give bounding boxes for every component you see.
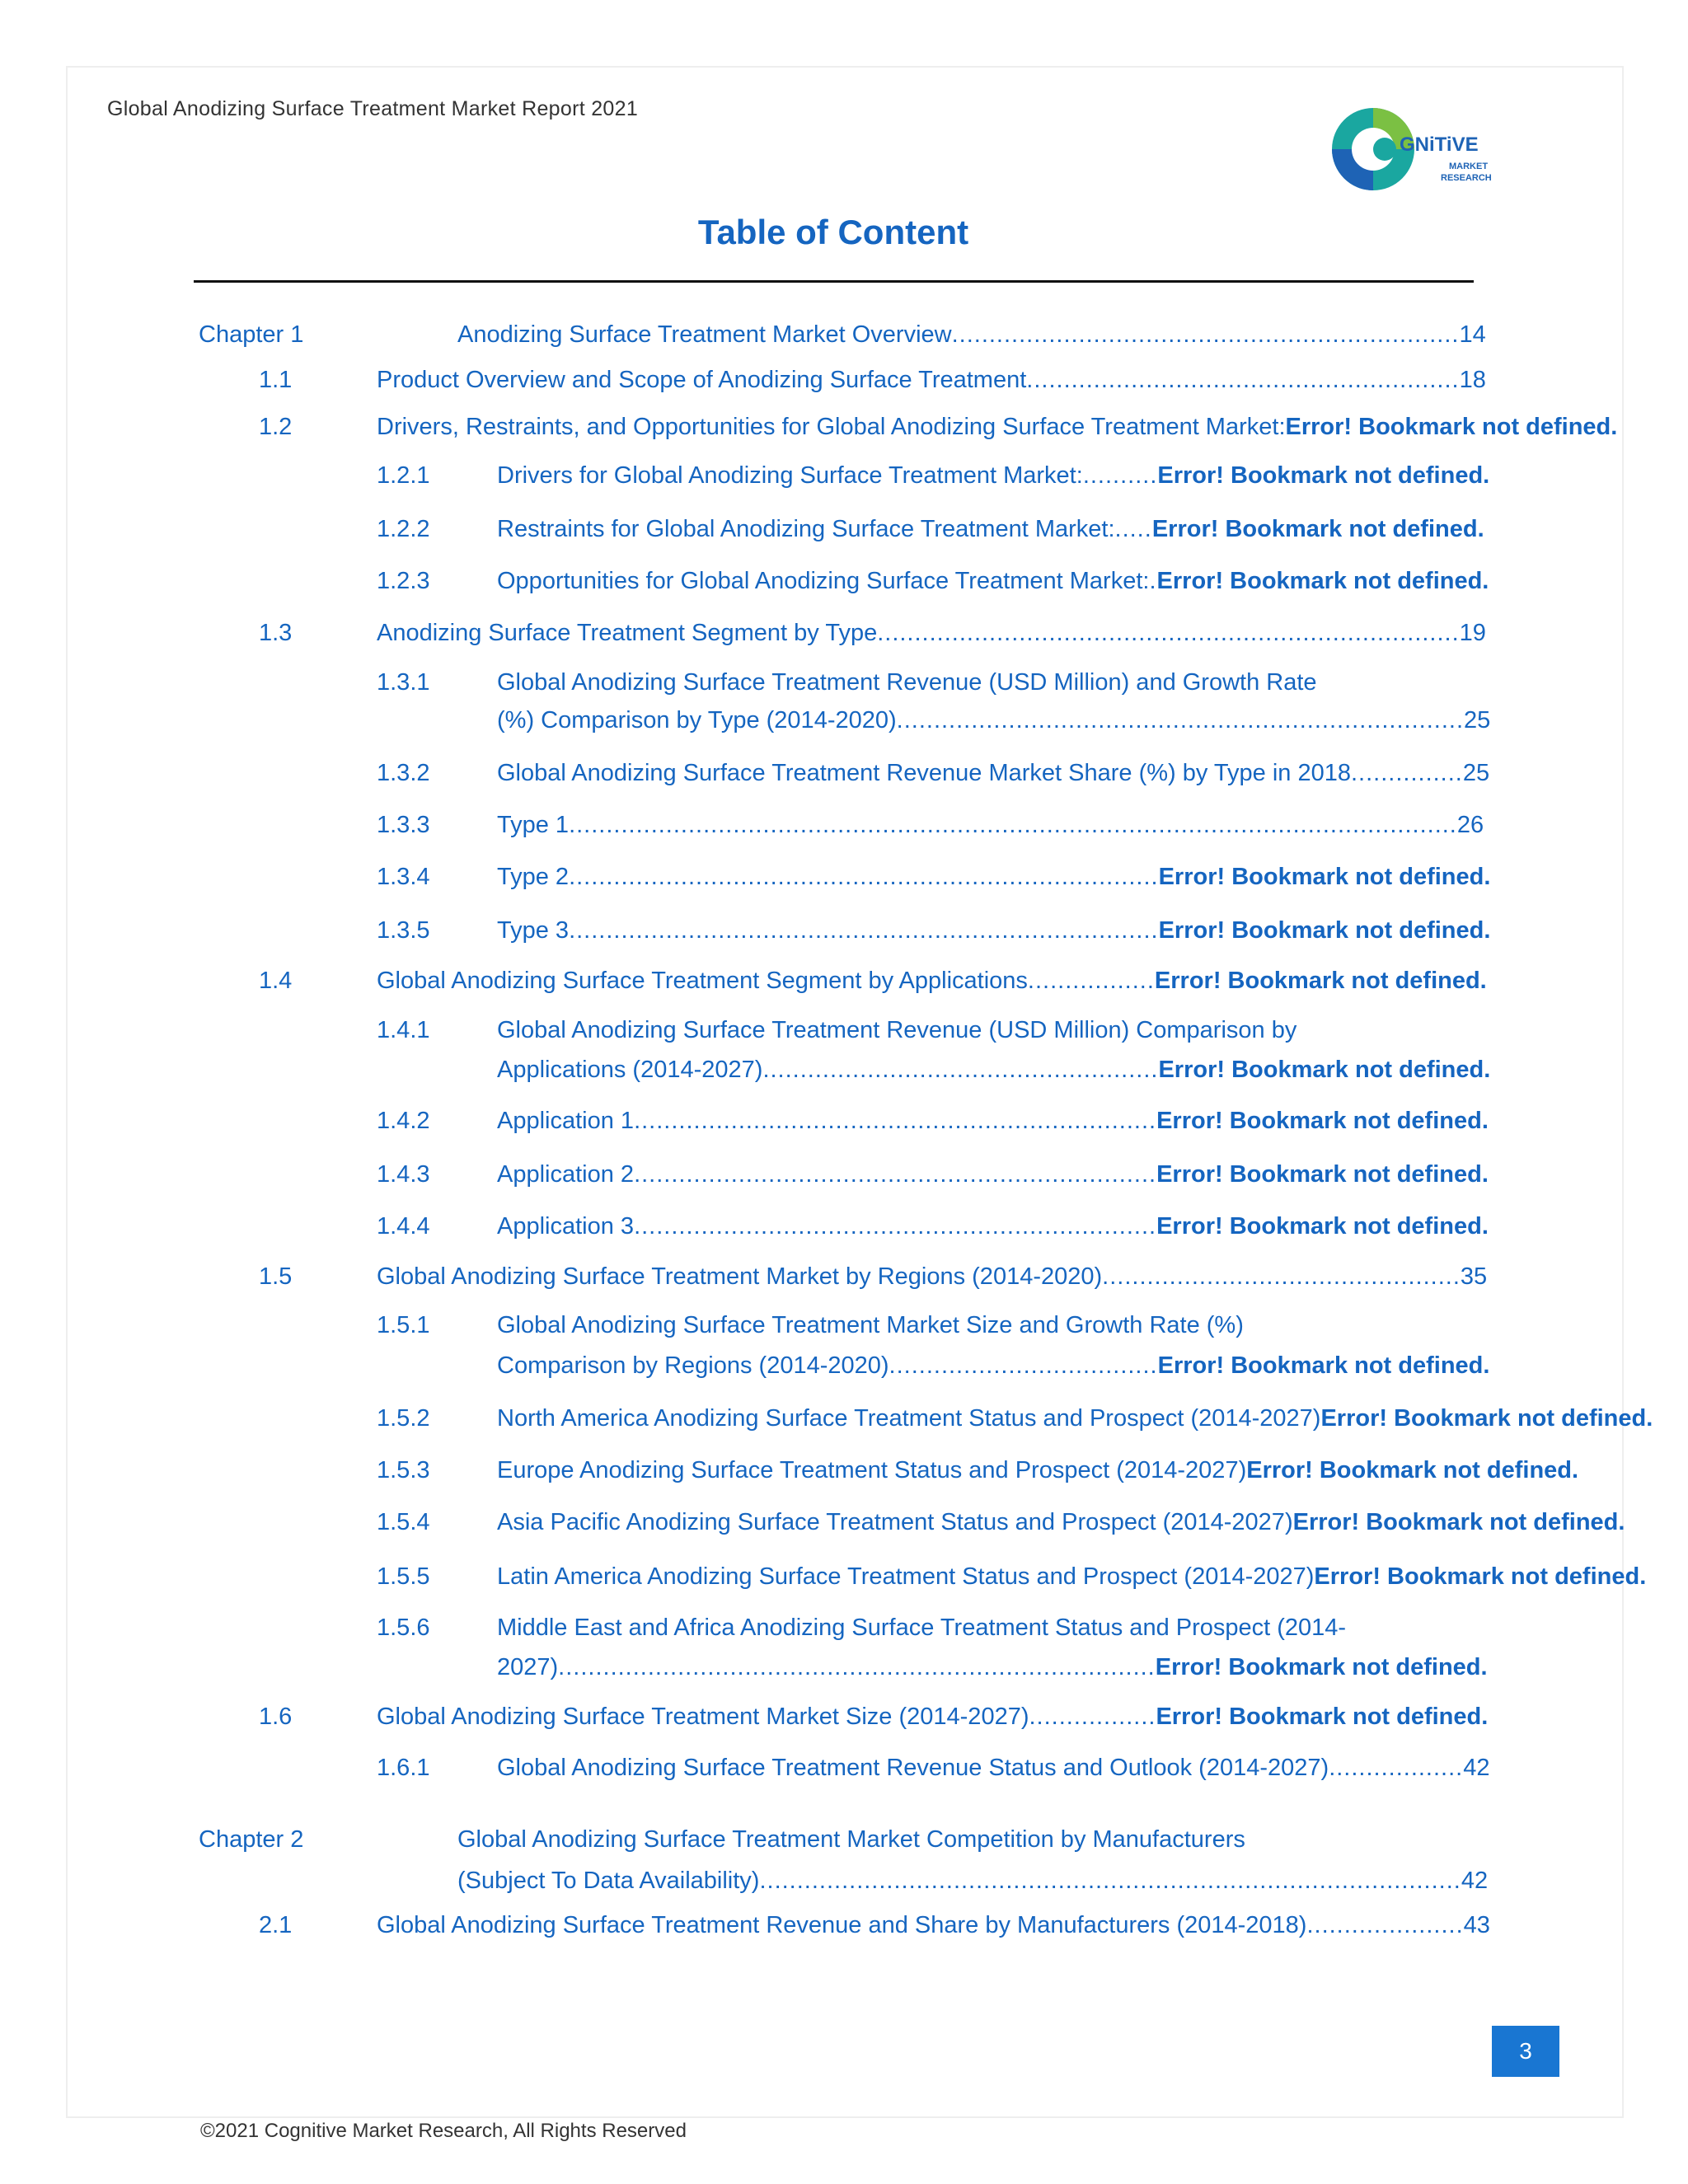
toc-entry-number: Chapter 2 <box>199 1826 304 1853</box>
toc-entry-title: Europe Anodizing Surface Treatment Status and Prospect (2014-2027) <box>497 1457 1247 1483</box>
toc-leader-dots: .................................... <box>889 1352 1158 1379</box>
toc-leader-dots: ............................................................................ <box>896 707 1464 733</box>
toc-leader-dots: ............... <box>1351 760 1463 786</box>
toc-entry-number: 1.3.2 <box>377 760 430 786</box>
toc-entry-number: 1.3.3 <box>377 812 430 838</box>
toc-entry-number: 1.2.1 <box>377 462 430 489</box>
copyright-footer: ©2021 Cognitive Market Research, All Rights Reserved <box>200 2120 687 2142</box>
toc-entry[interactable] <box>497 863 1490 891</box>
toc-entry-title: Asia Pacific Anodizing Surface Treatment Status and Prospect (2014-2027) <box>497 1509 1293 1535</box>
logo-sub-text-1: MARKET <box>1449 162 1489 171</box>
toc-entry-number: 1.5 <box>259 1263 293 1290</box>
toc-entry-title: Anodizing Surface Treatment Segment by Type <box>377 620 878 646</box>
toc-leader-dots: ..... <box>1114 516 1152 542</box>
toc-entry-number: 1.3.1 <box>377 669 430 696</box>
toc-entry-number: 2.1 <box>259 1912 293 1938</box>
toc-entry[interactable] <box>377 366 1486 394</box>
toc-leader-dots: ....................................................................................................................... <box>569 812 1457 838</box>
toc-entry-number: 1.4.2 <box>377 1108 430 1134</box>
toc-entry-title: Type 1 <box>497 812 570 838</box>
toc-entry-title: Application 1 <box>497 1108 635 1134</box>
toc-bookmark-error: Error! Bookmark not defined. <box>1320 1405 1653 1432</box>
toc-bookmark-error: Error! Bookmark not defined. <box>1156 568 1489 594</box>
toc-entry-number: 1.3 <box>259 620 293 646</box>
toc-entry-title: Type 3 <box>497 917 570 944</box>
toc-entry[interactable] <box>497 916 1490 944</box>
toc-entry-number: 1.6 <box>259 1704 293 1730</box>
toc-entry[interactable] <box>497 811 1484 839</box>
toc-entry-title: Global Anodizing Surface Treatment Market Size and Growth Rate (%) <box>497 1312 1244 1338</box>
toc-leader-dots: ................................................ <box>1102 1263 1461 1290</box>
toc-entry-number: 1.2.2 <box>377 516 430 542</box>
toc-bookmark-error: Error! Bookmark not defined. <box>1156 1213 1489 1240</box>
toc-bookmark-error: Error! Bookmark not defined. <box>1314 1563 1647 1590</box>
toc-page-number: 42 <box>1461 1868 1489 1894</box>
toc-entry-number: 1.4.4 <box>377 1213 430 1240</box>
toc-entry-number: 1.6.1 <box>377 1755 430 1781</box>
toc-entry-title: Comparison by Regions (2014-2020) <box>497 1352 889 1379</box>
toc-entry-title: 2027) <box>497 1654 559 1680</box>
toc-bookmark-error: Error! Bookmark not defined. <box>1156 1108 1489 1134</box>
toc-entry-title: Global Anodizing Surface Treatment Market Competition by Manufacturers <box>457 1826 1245 1853</box>
toc-entry[interactable] <box>497 1563 1646 1591</box>
toc-page-number: 14 <box>1459 321 1486 348</box>
toc-entry-title: Applications (2014-2027) <box>497 1057 763 1083</box>
toc-bookmark-error: Error! Bookmark not defined. <box>1156 1704 1489 1730</box>
toc-entry-number: Chapter 1 <box>199 321 304 348</box>
toc-entry-title: Global Anodizing Surface Treatment Revenue Status and Outlook (2014-2027) <box>497 1755 1329 1781</box>
toc-page-number: 25 <box>1462 760 1490 786</box>
toc-leader-dots: ...................................................................... <box>634 1161 1157 1188</box>
toc-leader-dots: . <box>1149 568 1157 594</box>
toc-bookmark-error: Error! Bookmark not defined. <box>1158 1057 1491 1083</box>
toc-leader-dots: ............................................................................... <box>569 917 1159 944</box>
toc-entry-number: 1.5.6 <box>377 1615 430 1641</box>
toc-entry-title: Middle East and Africa Anodizing Surface Treatment Status and Prospect (2014- <box>497 1615 1347 1641</box>
toc-bookmark-error: Error! Bookmark not defined. <box>1155 1654 1488 1680</box>
toc-entry[interactable] <box>457 321 1486 349</box>
toc-page-number: 43 <box>1463 1912 1490 1938</box>
toc-entry[interactable] <box>497 1754 1489 1782</box>
logo-sub-text-2: RESEARCH <box>1441 173 1492 183</box>
toc-entry[interactable] <box>497 759 1489 787</box>
toc-entry-title: North America Anodizing Surface Treatment Status and Prospect (2014-2027) <box>497 1405 1321 1432</box>
toc-entry-title: Restraints for Global Anodizing Surface Treatment Market: <box>497 516 1115 542</box>
toc-page-number: 42 <box>1463 1755 1490 1781</box>
toc-entry[interactable] <box>497 1212 1489 1240</box>
toc-bookmark-error: Error! Bookmark not defined. <box>1157 1352 1490 1379</box>
toc-leader-dots: .......... <box>1082 462 1158 489</box>
toc-bookmark-error: Error! Bookmark not defined. <box>1158 917 1491 944</box>
logo-main-text: GNiTiVE <box>1400 134 1479 156</box>
toc-entry-number: 1.1 <box>259 367 293 393</box>
toc-entry-number: 1.4 <box>259 968 293 994</box>
toc-entry-number: 1.5.1 <box>377 1312 430 1338</box>
toc-leader-dots: ...................................................................... <box>634 1213 1157 1240</box>
toc-entry[interactable] <box>497 1404 1653 1432</box>
toc-page-number: 35 <box>1460 1263 1488 1290</box>
toc-title: Table of Content <box>697 213 969 251</box>
toc-entry-title: Global Anodizing Surface Treatment Market by Regions (2014-2020) <box>377 1263 1103 1290</box>
toc-entry-title: Latin America Anodizing Surface Treatment Status and Prospect (2014-2027) <box>497 1563 1315 1590</box>
toc-entry[interactable] <box>377 1263 1487 1291</box>
toc-entry-title: Anodizing Surface Treatment Market Overview <box>457 321 952 348</box>
toc-entry-title: Global Anodizing Surface Treatment Revenue (USD Million) Comparison by <box>497 1017 1297 1043</box>
toc-leader-dots: .............................................................................. <box>877 620 1460 646</box>
toc-entry-title: Global Anodizing Surface Treatment Market Size (2014-2027) <box>377 1704 1029 1730</box>
toc-bookmark-error: Error! Bookmark not defined. <box>1285 414 1618 440</box>
toc-entry[interactable] <box>497 1160 1489 1188</box>
toc-leader-dots: .......................................................... <box>1026 367 1460 393</box>
toc-leader-dots: .................................................................... <box>951 321 1460 348</box>
toc-bookmark-error: Error! Bookmark not defined. <box>1151 516 1484 542</box>
toc-bookmark-error: Error! Bookmark not defined. <box>1246 1457 1579 1483</box>
toc-entry[interactable] <box>497 1016 1296 1044</box>
toc-entry[interactable] <box>497 1653 1488 1681</box>
toc-entry[interactable] <box>497 1056 1490 1084</box>
toc-entry-title: Opportunities for Global Anodizing Surface Treatment Market: <box>497 568 1150 594</box>
toc-entry[interactable] <box>497 515 1484 543</box>
toc-leader-dots: ................. <box>1027 968 1155 994</box>
toc-bookmark-error: Error! Bookmark not defined. <box>1154 968 1487 994</box>
report-header: Global Anodizing Surface Treatment Market Report 2021 <box>107 97 639 120</box>
toc-bookmark-error: Error! Bookmark not defined. <box>1158 864 1491 890</box>
toc-entry[interactable] <box>377 967 1487 995</box>
toc-entry-number: 1.3.5 <box>377 917 430 944</box>
toc-entry-number: 1.5.4 <box>377 1509 430 1535</box>
toc-bookmark-error: Error! Bookmark not defined. <box>1156 1161 1489 1188</box>
toc-entry-number: 1.3.4 <box>377 864 430 890</box>
toc-entry[interactable] <box>497 462 1489 490</box>
toc-entry-title: Global Anodizing Surface Treatment Revenue and Share by Manufacturers (2014-2018) <box>377 1912 1307 1938</box>
toc-entry[interactable] <box>457 1867 1488 1895</box>
toc-entry-number: 1.4.1 <box>377 1017 430 1043</box>
toc-entry-title: Drivers for Global Anodizing Surface Treatment Market: <box>497 462 1083 489</box>
toc-leader-dots: ................. <box>1029 1704 1156 1730</box>
toc-entry-title: Application 3 <box>497 1213 635 1240</box>
toc-entry-title: Global Anodizing Surface Treatment Revenue (USD Million) and Growth Rate <box>497 669 1317 696</box>
toc-entry-title: Drivers, Restraints, and Opportunities for Global Anodizing Surface Treatment Market: <box>377 414 1286 440</box>
toc-entry-title: Type 2 <box>497 864 570 890</box>
toc-entry-number: 1.5.3 <box>377 1457 430 1483</box>
toc-entry[interactable] <box>497 1352 1489 1380</box>
toc-entry-title: Application 2 <box>497 1161 635 1188</box>
toc-page-number: 18 <box>1459 367 1486 393</box>
toc-page-number: 26 <box>1456 812 1484 838</box>
toc-entry-number: 1.5.2 <box>377 1405 430 1432</box>
title-divider <box>194 280 1474 283</box>
company-logo <box>1327 103 1492 195</box>
toc-leader-dots: .............................................................................................. <box>759 1868 1461 1894</box>
toc-entry[interactable] <box>377 1911 1490 1939</box>
toc-entry-number: 1.2.3 <box>377 568 430 594</box>
toc-leader-dots: ...................................................................... <box>634 1108 1157 1134</box>
toc-page-number: 25 <box>1464 707 1491 733</box>
toc-entry-title: Global Anodizing Surface Treatment Segment by Applications <box>377 968 1028 994</box>
toc-entry-number: 1.2 <box>259 414 293 440</box>
toc-entry-title: Global Anodizing Surface Treatment Revenue Market Share (%) by Type in 2018 <box>497 760 1351 786</box>
toc-leader-dots: .................. <box>1329 1755 1464 1781</box>
toc-entry-title: Product Overview and Scope of Anodizing Surface Treatment <box>377 367 1027 393</box>
toc-entry[interactable] <box>497 1311 1244 1339</box>
toc-entry[interactable] <box>497 1456 1578 1484</box>
toc-page-number: 19 <box>1459 620 1486 646</box>
toc-bookmark-error: Error! Bookmark not defined. <box>1157 462 1490 489</box>
toc-entry[interactable] <box>377 413 1617 441</box>
toc-entry-title: (Subject To Data Availability) <box>457 1868 760 1894</box>
toc-entry[interactable] <box>457 1825 1245 1854</box>
toc-leader-dots: ................................................................................ <box>558 1654 1156 1680</box>
toc-entry-number: 1.4.3 <box>377 1161 430 1188</box>
toc-leader-dots: ..................................................... <box>762 1057 1159 1083</box>
toc-leader-dots: ............................................................................... <box>569 864 1159 890</box>
toc-leader-dots: ..................... <box>1306 1912 1464 1938</box>
page-number-badge: 3 <box>1492 2026 1559 2077</box>
toc-bookmark-error: Error! Bookmark not defined. <box>1292 1509 1625 1535</box>
toc-entry[interactable] <box>377 1703 1488 1731</box>
toc-entry[interactable] <box>497 1614 1346 1642</box>
toc-entry[interactable] <box>497 706 1490 734</box>
toc-entry[interactable] <box>497 567 1489 595</box>
toc-entry[interactable] <box>497 668 1317 696</box>
toc-entry[interactable] <box>497 1508 1625 1536</box>
toc-entry-title: (%) Comparison by Type (2014-2020) <box>497 707 897 733</box>
toc-entry[interactable] <box>497 1107 1489 1135</box>
toc-entry[interactable] <box>377 619 1486 647</box>
toc-entry-number: 1.5.5 <box>377 1563 430 1590</box>
